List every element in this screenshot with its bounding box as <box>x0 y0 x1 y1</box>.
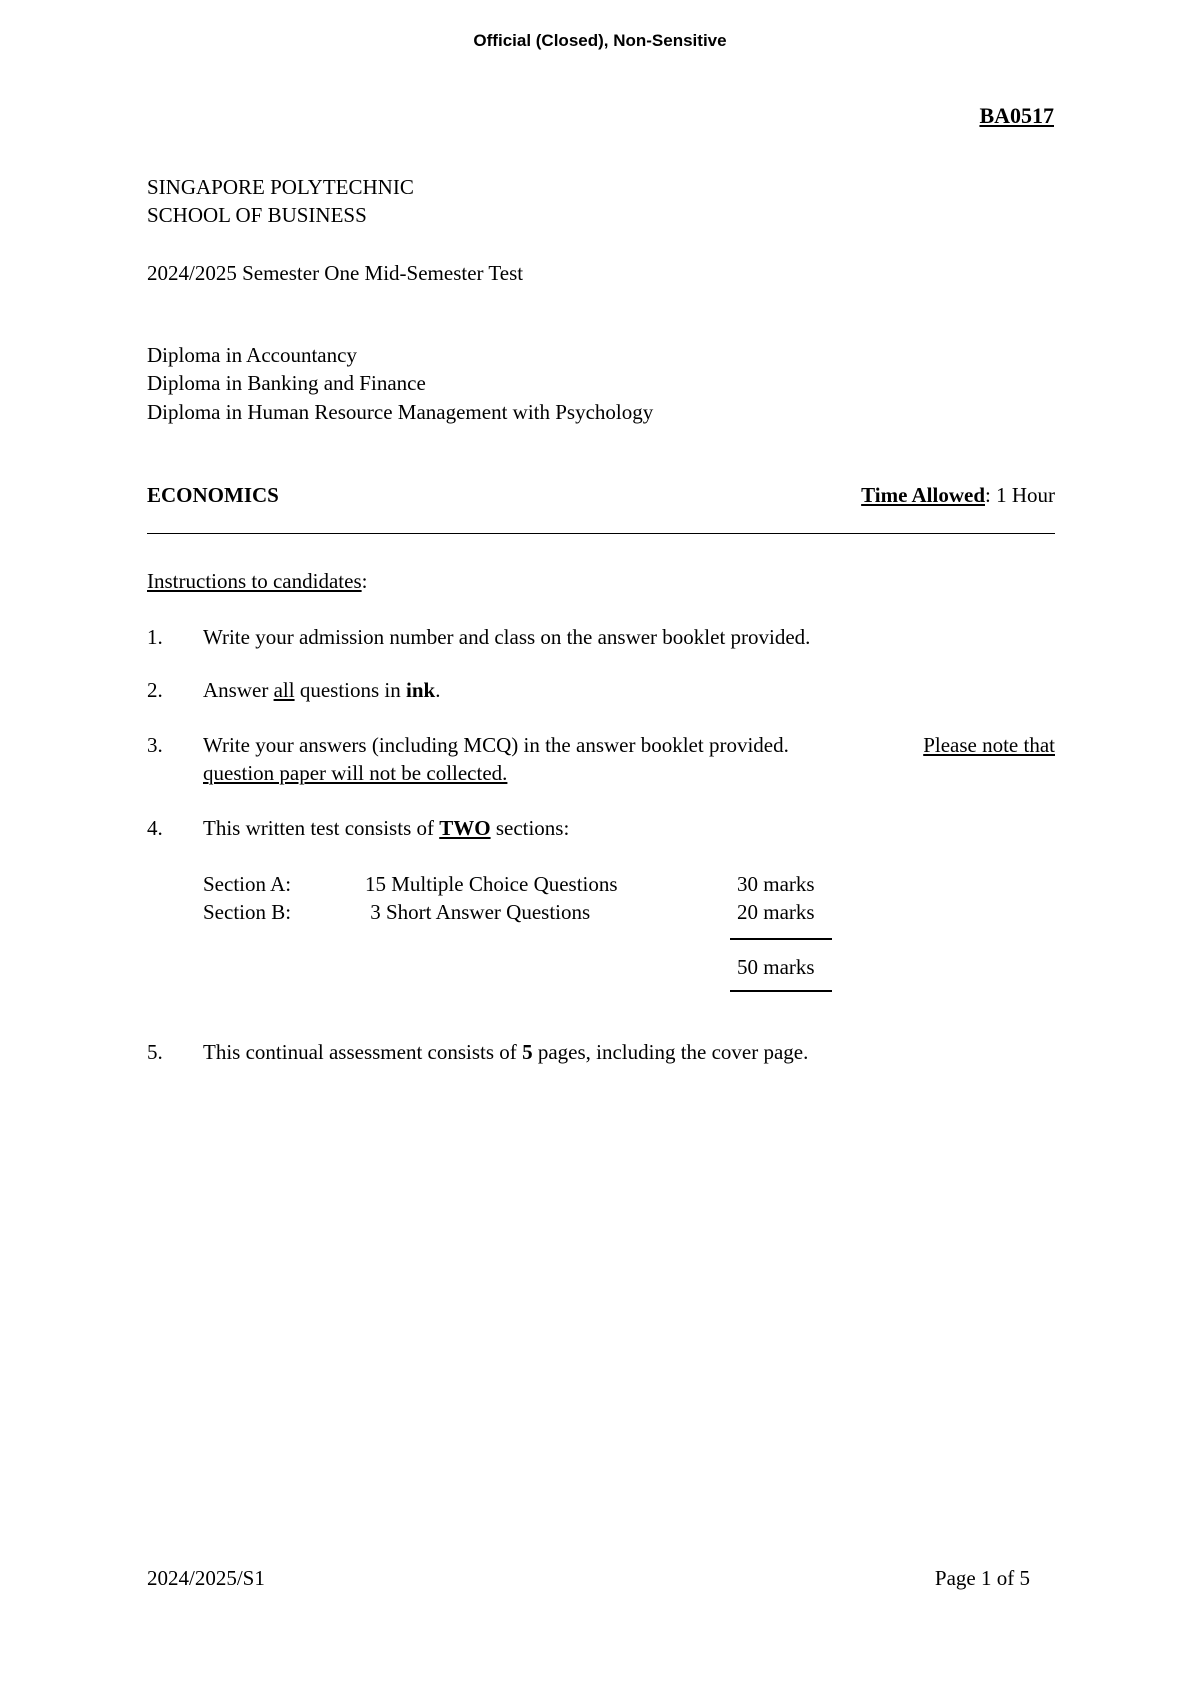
time-allowed-value: : 1 Hour <box>985 483 1055 507</box>
instruction-text <box>203 678 440 703</box>
section-label: Section A: <box>203 872 292 896</box>
instruction-text <box>203 1040 808 1065</box>
instruction-text <box>203 816 569 841</box>
section-marks: 30 marks <box>737 872 815 896</box>
subject-name: ECONOMICS <box>147 483 279 507</box>
instructions-heading-colon: : <box>361 569 368 593</box>
total-marks: 50 marks <box>737 955 815 979</box>
footer-semester-code: 2024/2025/S1 <box>147 1566 265 1590</box>
instruction-text-part: Answer <box>203 678 274 702</box>
section-description: 15 Multiple Choice Questions <box>365 872 618 896</box>
diploma-banking-finance: Diploma in Banking and Finance <box>147 371 426 395</box>
time-allowed <box>861 483 1055 508</box>
instruction-text-part: pages, including the cover page. <box>532 1040 809 1064</box>
instruction-text-part: sections: <box>490 816 570 840</box>
instruction-number: 5. <box>147 1040 163 1064</box>
footer-page-number: Page 1 of 5 <box>934 1566 1030 1590</box>
diploma-accountancy: Diploma in Accountancy <box>147 343 357 367</box>
instruction-emphasis-all: all <box>273 678 295 702</box>
school-name: SCHOOL OF BUSINESS <box>147 203 367 227</box>
instructions-heading-text: Instructions to candidates <box>147 569 362 593</box>
instruction-number: 1. <box>147 625 163 649</box>
instruction-text-part: This written test consists of <box>203 816 440 840</box>
section-description: 3 Short Answer Questions <box>365 900 591 924</box>
instruction-number: 3. <box>147 733 163 757</box>
instruction-number: 2. <box>147 678 163 702</box>
instruction-text: Write your answers (including MCQ) in the answer booklet provided. <box>203 733 789 757</box>
instruction-text-part: This continual assessment consists of <box>203 1040 523 1064</box>
instruction-text-part: . <box>435 678 441 702</box>
section-label: Section B: <box>203 900 292 924</box>
section-marks: 20 marks <box>737 900 815 924</box>
course-code: BA0517 <box>979 103 1054 128</box>
total-bottom-rule <box>730 990 832 992</box>
instruction-emphasis-ink: ink <box>406 678 436 702</box>
diploma-hrm-psychology: Diploma in Human Resource Management with Psychology <box>147 400 654 424</box>
institution-name: SINGAPORE POLYTECHNIC <box>147 175 414 199</box>
instruction-text-part: questions in <box>294 678 406 702</box>
exam-title: 2024/2025 Semester One Mid-Semester Test <box>147 261 524 285</box>
instruction-emphasis-two: TWO <box>439 816 491 840</box>
classification-label: Official (Closed), Non-Sensitive <box>473 31 727 50</box>
total-top-rule <box>730 938 832 940</box>
instruction-text: Write your admission number and class on the answer booklet provided. <box>203 625 811 649</box>
instructions-heading <box>147 569 367 594</box>
instruction-note: Please note that <box>923 733 1055 757</box>
separator-line <box>147 533 1055 534</box>
time-allowed-label: Time Allowed <box>861 483 985 507</box>
instruction-number: 4. <box>147 816 163 840</box>
instruction-emphasis-pages: 5 <box>522 1040 533 1064</box>
instruction-note: question paper will not be collected. <box>203 761 508 785</box>
